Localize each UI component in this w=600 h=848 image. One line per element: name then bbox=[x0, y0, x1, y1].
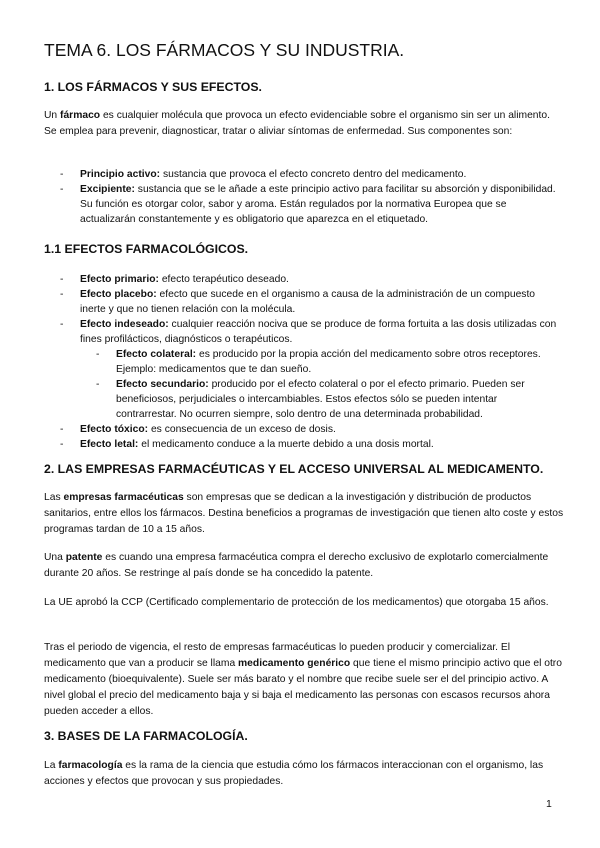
sublist-item bbox=[96, 347, 560, 377]
intro-text: Un bbox=[44, 110, 61, 121]
item-text: efecto terapéutico deseado. bbox=[158, 274, 289, 285]
section-1-1-heading: 1.1 EFECTOS FARMACOLÓGICOS. bbox=[44, 242, 249, 256]
section-1-intro bbox=[44, 108, 564, 140]
item-text: efecto que sucede en el organismo a causa de la administración de un compuesto inerte y que no tienen relación con la molécula. bbox=[80, 289, 536, 315]
term-empresas: empresas farmacéuticas bbox=[63, 492, 184, 503]
item-text: es consecuencia de un exceso de dosis. bbox=[148, 424, 336, 435]
item-text: sustancia que se le añade a este principio activo para facilitar su absorción y disponibilidad. Su función es otorgar color, sabor y aroma. Están regulados por la normativa Europea que se actualizarán constantemente y es obligatorio que aparezca en el etiquetado. bbox=[80, 184, 556, 225]
term-farmacologia: farmacología bbox=[58, 760, 123, 771]
page-number: 1 bbox=[546, 798, 552, 810]
term: Efecto colateral: bbox=[116, 349, 197, 360]
indeseado-sublist bbox=[80, 347, 560, 422]
list-item bbox=[60, 287, 560, 317]
item-text: cualquier reacción nociva que se produce de forma fortuita a las dosis utilizadas con fines profilácticos, diagnósticos o terapéuticos. bbox=[80, 319, 557, 345]
list-item bbox=[60, 317, 560, 422]
term: Efecto primario: bbox=[80, 274, 159, 285]
term: Efecto letal: bbox=[80, 439, 139, 450]
paragraph-text: que tiene el mismo principio activo que el otro medicamento (bioequivalente). Suele ser más barato y el nombre que recibe suele ser el del principio activo. A nivel global el precio del medicamento baja y si baja el medicamento las personas con escasos recursos ahora pueden acceder a ellos. bbox=[44, 658, 562, 717]
term: Excipiente: bbox=[80, 184, 135, 195]
term-farmaco: fármaco bbox=[60, 110, 101, 121]
paragraph-text: son empresas que se dedican a la investigación y distribución de productos sanitarios, entre ellos los fármacos. Destina beneficios a programas de investigación que tienen alto coste y estos programas tardan de 10 a 15 años. bbox=[44, 492, 564, 535]
term: Efecto placebo: bbox=[80, 289, 157, 300]
section-2-paragraph-4 bbox=[44, 640, 564, 720]
intro-text: es cualquier molécula que provoca un efecto evidenciable sobre el organismo sin ser un alimento. Se emplea para prevenir, diagnosticar, tratar o aliviar síntomas de enfermedad. Sus componentes son: bbox=[44, 110, 550, 137]
section-3-heading: 3. BASES DE LA FARMACOLOGÍA. bbox=[44, 729, 248, 743]
list-item bbox=[60, 182, 560, 227]
components-list bbox=[60, 167, 560, 227]
term: Efecto tóxico: bbox=[80, 424, 149, 435]
term-patente: patente bbox=[65, 552, 103, 563]
section-2-paragraph-1 bbox=[44, 490, 564, 538]
paragraph-text: Una bbox=[44, 552, 66, 563]
section-2-paragraph-3: La UE aprobó la CCP (Certificado complementario de protección de los medicamentos) que otorgaba 15 años. bbox=[44, 597, 549, 608]
list-item bbox=[60, 437, 560, 452]
item-text: el medicamento conduce a la muerte debido a una dosis mortal. bbox=[138, 439, 434, 450]
item-text: producido por el efecto colateral o por el efecto primario. Pueden ser beneficiosos, perjudiciales o intercambiables. Estos efectos sólo se pueden intentar contrarrestar. No ocurren siempre, solo dentro de una determinada probabilidad. bbox=[116, 379, 525, 420]
paragraph-text: La bbox=[44, 760, 59, 771]
term: Principio activo: bbox=[80, 169, 161, 180]
effects-list bbox=[60, 272, 560, 452]
paragraph-text: es la rama de la ciencia que estudia cómo los fármacos interaccionan con el organismo, las acciones y efectos que provocan y sus propiedades. bbox=[44, 760, 544, 787]
section-2-heading: 2. LAS EMPRESAS FARMACÉUTICAS Y EL ACCESO UNIVERSAL AL MEDICAMENTO. bbox=[44, 462, 544, 476]
item-text: sustancia que provoca el efecto concreto dentro del medicamento. bbox=[160, 169, 467, 180]
list-item bbox=[60, 272, 560, 287]
term: Efecto secundario: bbox=[116, 379, 209, 390]
sublist-item bbox=[96, 377, 560, 422]
list-item bbox=[60, 422, 560, 437]
paragraph-text: es cuando una empresa farmacéutica compra el derecho exclusivo de explotarlo comercialmente durante 20 años. Se restringe al país donde se ha concedido la patente. bbox=[44, 552, 549, 579]
section-2-paragraph-2 bbox=[44, 550, 564, 582]
page-title: TEMA 6. LOS FÁRMACOS Y SU INDUSTRIA. bbox=[44, 40, 405, 60]
term-generico: medicamento genérico bbox=[238, 658, 351, 669]
item-text: es producido por la propia acción del medicamento sobre otros receptores. Ejemplo: medicamentos que te dan sueño. bbox=[116, 349, 541, 375]
term: Efecto indeseado: bbox=[80, 319, 169, 330]
list-item bbox=[60, 167, 560, 182]
section-3-paragraph-1 bbox=[44, 758, 564, 790]
paragraph-text: Tras el periodo de vigencia, el resto de empresas farmacéuticas lo pueden producir y comercializar. El medicamento que van a producir se llama bbox=[44, 642, 511, 669]
section-1-heading: 1. LOS FÁRMACOS Y SUS EFECTOS. bbox=[44, 80, 262, 94]
paragraph-text: Las bbox=[44, 492, 64, 503]
